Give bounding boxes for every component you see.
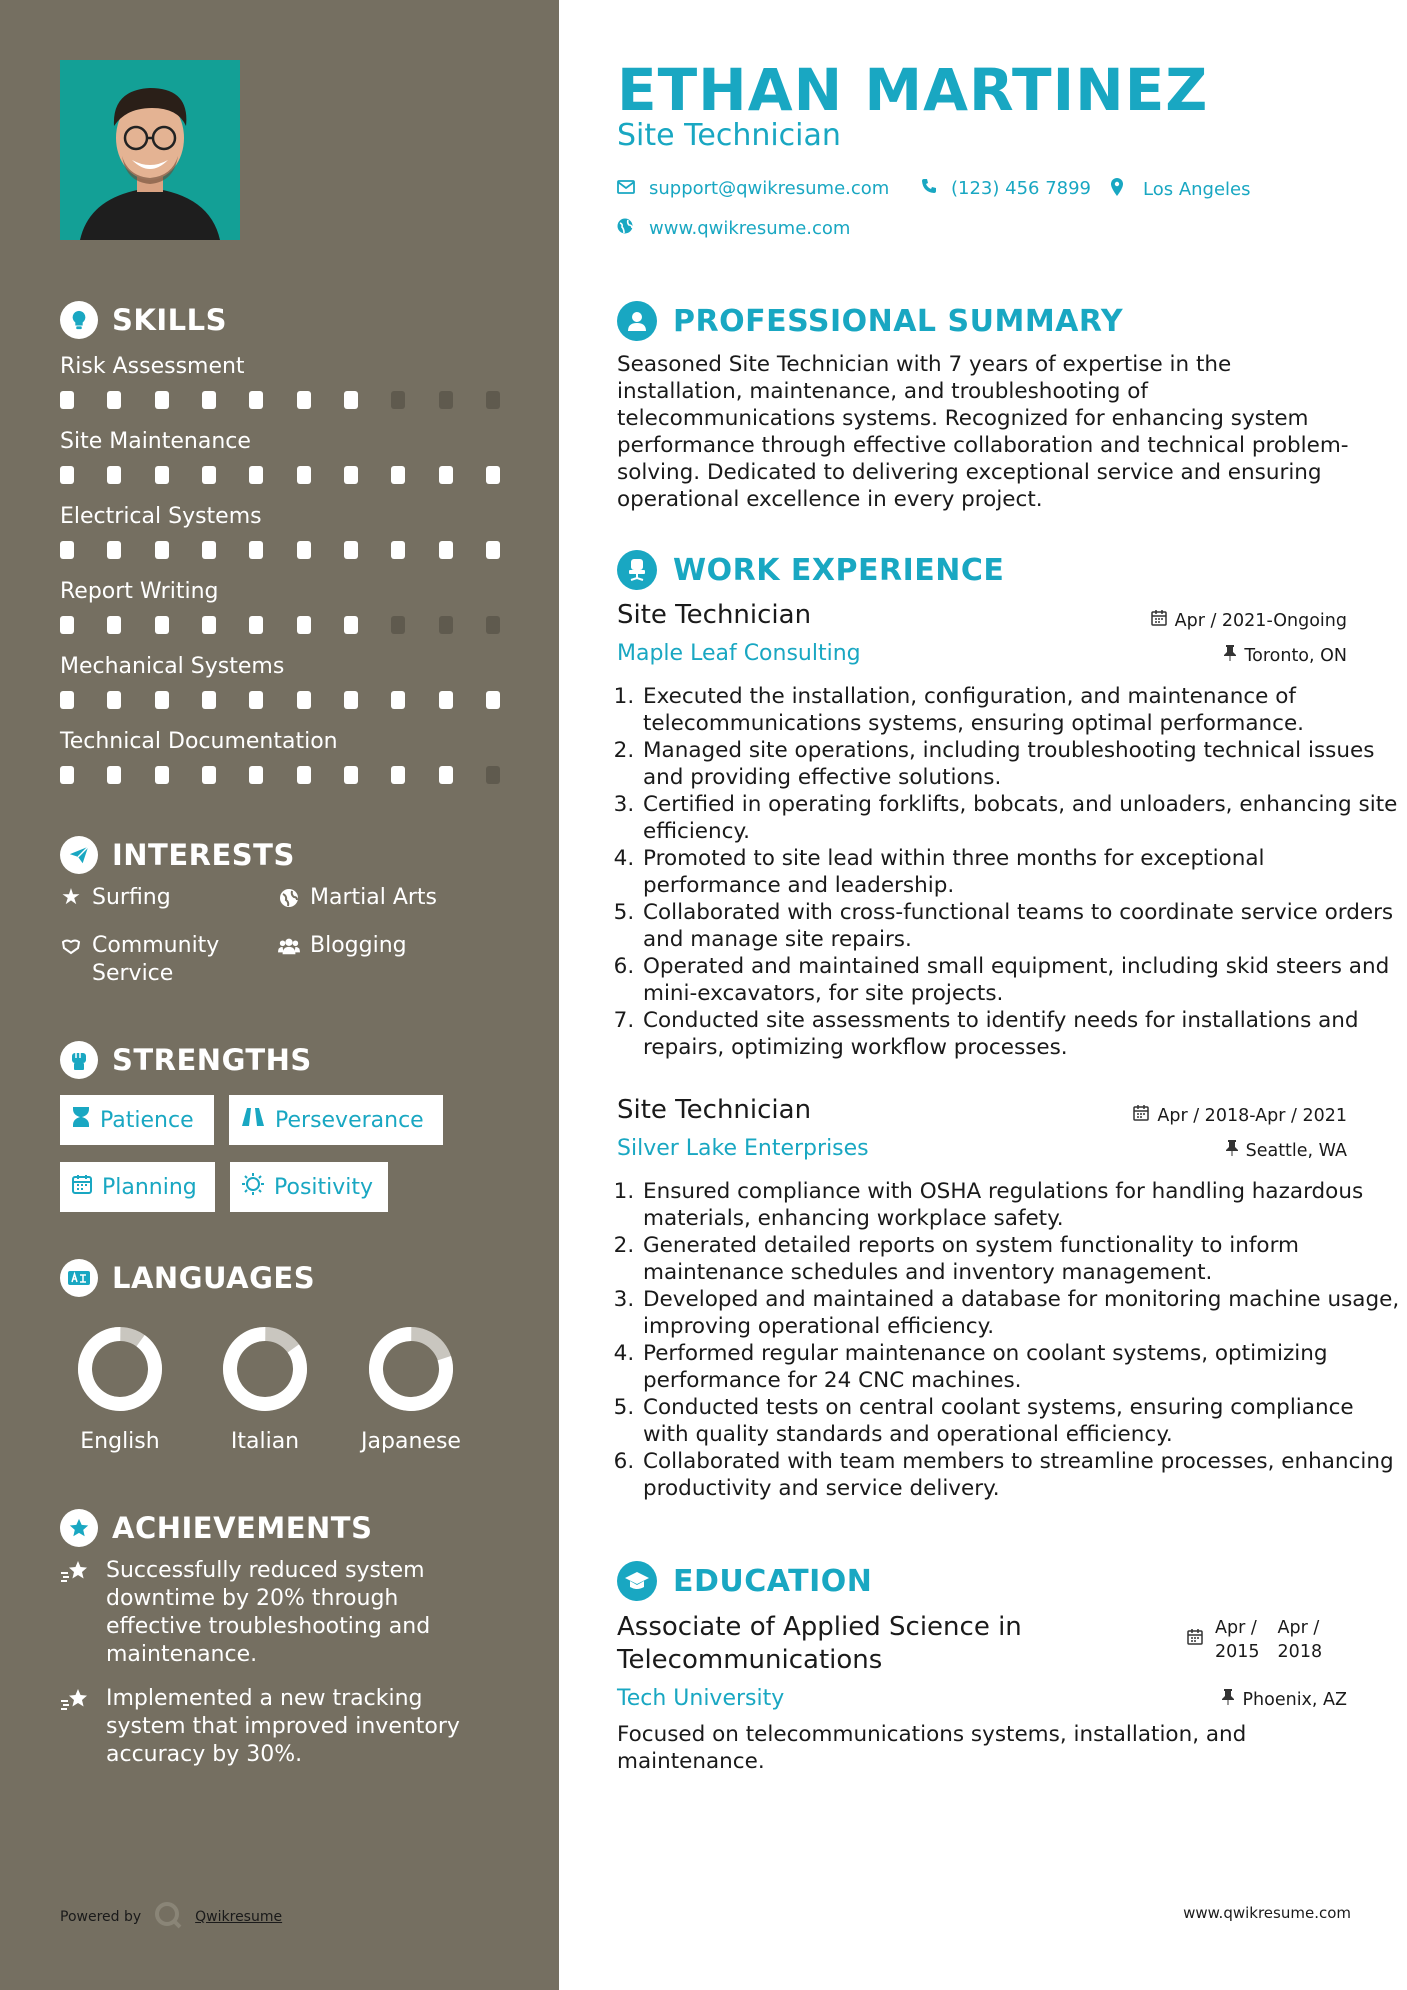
job-location-text: Toronto, ON (1244, 645, 1347, 666)
users-icon (278, 932, 300, 960)
skill-dot (60, 616, 74, 634)
profile-photo (60, 60, 240, 240)
skill-name: Site Maintenance (60, 429, 251, 454)
job-title: Site Technician (617, 1095, 812, 1125)
skill-dot (391, 541, 405, 559)
interest-item (278, 932, 407, 960)
phone-text: (123) 456 7899 (951, 178, 1092, 199)
summary-title: PROFESSIONAL SUMMARY (673, 303, 1124, 339)
skill-dot (344, 391, 358, 409)
education-title: EDUCATION (673, 1563, 873, 1599)
skill-dot (391, 466, 405, 484)
skill-dot (486, 391, 500, 409)
skill-name: Report Writing (60, 579, 219, 604)
interest-label: Surfing (92, 885, 171, 910)
education-dates (1187, 1616, 1322, 1664)
language-icon (60, 1259, 98, 1297)
languages-header (60, 1258, 315, 1298)
skill-dot (439, 391, 453, 409)
powered-by-label: Powered by (60, 1909, 142, 1925)
skills-title: SKILLS (112, 303, 227, 337)
skill-rating (60, 391, 500, 409)
skill-dot (391, 616, 405, 634)
strength-chip (229, 1095, 443, 1145)
list-item: 6. Collaborated with team members to streamline processes, enhancing productivity and service delivery. (641, 1448, 1401, 1502)
language-donut-fill (71, 1320, 169, 1418)
achievements-title: ACHIEVEMENTS (112, 1511, 373, 1545)
phone-icon (921, 178, 937, 199)
skill-rating (60, 466, 500, 484)
degree-line: Telecommunications (617, 1645, 883, 1675)
skill-dot (60, 691, 74, 709)
skill-dot (249, 466, 263, 484)
language-label: Italian (230, 1429, 300, 1454)
skill-dot (249, 691, 263, 709)
office-chair-icon (617, 550, 657, 590)
contact-website[interactable] (617, 218, 850, 239)
languages-title: LANGUAGES (112, 1261, 316, 1295)
strength-chip (60, 1095, 214, 1145)
list-item: 7. Conducted site assessments to identify needs for installations and repairs, optimizing workflow processes. (641, 1007, 1401, 1061)
list-item: 3. Developed and maintained a database for monitoring machine usage, improving operational efficiency. (641, 1286, 1401, 1340)
job-location (1224, 645, 1347, 666)
calendar-icon (1187, 1616, 1203, 1664)
interest-label: Blogging (310, 933, 407, 958)
skill-dot (107, 766, 121, 784)
skill-dot (155, 766, 169, 784)
skill-dot (202, 691, 216, 709)
school-name: Tech University (617, 1686, 785, 1711)
interests-header (60, 835, 295, 875)
job-dates-text: Apr / 2021-Ongoing (1174, 610, 1347, 631)
skill-dot (439, 691, 453, 709)
experience-header (617, 549, 1004, 591)
degree-line: Associate of Applied Science in (617, 1612, 1022, 1642)
list-item: 6. Operated and maintained small equipment, including skid steers and mini-excavators, for site projects. (641, 953, 1401, 1007)
main-content (559, 0, 1407, 1990)
job-company: Silver Lake Enterprises (617, 1136, 869, 1161)
skill-dot (202, 391, 216, 409)
skill-dot (391, 766, 405, 784)
fist-icon (60, 1041, 98, 1079)
skill-dot (344, 541, 358, 559)
skill-dot (60, 466, 74, 484)
contact-location (1111, 178, 1251, 201)
achievement-item (60, 1685, 500, 1769)
skill-dot (107, 391, 121, 409)
education-header (617, 1560, 872, 1602)
list-item: 1. Ensured compliance with OSHA regulations for handling hazardous materials, enhancing workplace safety. (641, 1178, 1401, 1232)
job-title: Site Technician (617, 600, 812, 630)
achievement-text: Successfully reduced system downtime by 20% through effective troubleshooting and maintenance. (106, 1558, 431, 1667)
language-label: Japanese (361, 1429, 461, 1454)
calendar-icon (1133, 1105, 1149, 1126)
skill-dot (297, 691, 311, 709)
skill-dot (155, 691, 169, 709)
job-location-text: Seattle, WA (1245, 1140, 1347, 1161)
pushpin-icon (1222, 1689, 1234, 1710)
experience-title: WORK EXPERIENCE (673, 552, 1005, 588)
language-label: English (80, 1429, 160, 1454)
skill-dot (202, 616, 216, 634)
sun-icon (242, 1173, 264, 1201)
language-donut (361, 1319, 461, 1419)
edu-start (1215, 1616, 1260, 1664)
education-description: Focused on telecommunications systems, installation, and maintenance. (617, 1722, 1247, 1774)
job-bullets (617, 683, 1401, 1061)
job-dates (1133, 1105, 1347, 1126)
achievements-header (60, 1508, 372, 1548)
education-location-text: Phoenix, AZ (1242, 1689, 1347, 1710)
award-star-icon (60, 1509, 98, 1547)
skill-dot (107, 691, 121, 709)
language-donut-fill (216, 1320, 314, 1418)
skill-rating (60, 766, 500, 784)
edu-start-month: Apr / (1215, 1618, 1257, 1638)
skill-dot (249, 616, 263, 634)
skill-dot (344, 766, 358, 784)
list-item: 4. Performed regular maintenance on coolant systems, optimizing performance for 24 CNC machines. (641, 1340, 1401, 1394)
map-pin-icon (1111, 178, 1123, 201)
skill-dot (486, 466, 500, 484)
location-text: Los Angeles (1143, 179, 1251, 200)
summary-text: Seasoned Site Technician with 7 years of expertise in the installation, maintenance, and troubleshooting of telecommunications systems. Recognized for enhancing system performance through effective collaboration and technical problem-solving. Dedicated to delivering exceptional service and ensuring operational excellence in every project. (617, 352, 1349, 512)
avatar (60, 60, 240, 240)
skill-dot (107, 466, 121, 484)
skill-dot (297, 391, 311, 409)
star-icon: ★ (61, 885, 81, 910)
skill-dot (60, 766, 74, 784)
skill-dot (107, 541, 121, 559)
pushpin-icon (1226, 1140, 1238, 1161)
shooting-star-icon (60, 1685, 92, 1769)
strength-label: Perseverance (275, 1107, 424, 1133)
list-item: 1. Executed the installation, configuration, and maintenance of telecommunications systems, ensuring optimal performance. (641, 683, 1401, 737)
job-company: Maple Leaf Consulting (617, 641, 861, 666)
list-item: 2. Generated detailed reports on system functionality to inform maintenance schedules and inventory management. (641, 1232, 1401, 1286)
job-dates-text: Apr / 2018-Apr / 2021 (1157, 1105, 1347, 1126)
skill-dot (439, 616, 453, 634)
edu-end-month: Apr / (1277, 1618, 1320, 1638)
interest-label: Community Service (92, 933, 220, 986)
sidebar (0, 0, 559, 1990)
skill-dot (391, 691, 405, 709)
website-text: www.qwikresume.com (649, 218, 851, 239)
job-bullets (617, 1178, 1401, 1502)
language-donut (215, 1319, 315, 1419)
skill-dot (439, 466, 453, 484)
list-item: 3. Certified in operating forklifts, bobcats, and unloaders, enhancing site efficiency. (641, 791, 1401, 845)
skill-rating (60, 541, 500, 559)
interest-item (60, 932, 260, 988)
person-title: Site Technician (617, 118, 841, 153)
achievement-item (60, 1557, 500, 1669)
footer-website[interactable]: www.qwikresume.com (1183, 1904, 1351, 1922)
edu-end-year: 2018 (1277, 1642, 1323, 1662)
qwikresume-logo-icon (153, 1900, 183, 1934)
email-text: support@qwikresume.com (649, 178, 890, 199)
skill-dot (344, 691, 358, 709)
interests-title: INTERESTS (112, 838, 295, 872)
strength-label: Patience (100, 1107, 194, 1133)
contact-phone[interactable] (921, 178, 1091, 199)
education-location (1222, 1689, 1347, 1710)
strengths-header (60, 1040, 312, 1080)
skill-dot (439, 541, 453, 559)
skill-dot (60, 541, 74, 559)
envelope-icon (617, 178, 635, 199)
calendar-icon (72, 1174, 92, 1200)
pushpin-icon (1224, 645, 1236, 666)
globe-icon (617, 218, 633, 239)
edu-start-year: 2015 (1215, 1642, 1260, 1662)
skill-dot (202, 541, 216, 559)
skill-dot (486, 691, 500, 709)
edu-end (1272, 1616, 1323, 1664)
interest-item (60, 884, 171, 912)
skill-dot (107, 616, 121, 634)
calendar-icon (1151, 610, 1167, 631)
skill-name: Technical Documentation (60, 729, 338, 754)
skill-dot (486, 541, 500, 559)
skill-dot (297, 541, 311, 559)
skill-name: Electrical Systems (60, 504, 262, 529)
strengths-title: STRENGTHS (112, 1043, 312, 1077)
person-name: ETHAN MARTINEZ (617, 56, 1209, 124)
globe-icon (278, 884, 300, 912)
skill-rating (60, 616, 500, 634)
skill-dot (344, 466, 358, 484)
skill-dot (297, 616, 311, 634)
skill-rating (60, 691, 500, 709)
strength-label: Positivity (274, 1174, 374, 1200)
degree (617, 1611, 1022, 1677)
strength-label: Planning (102, 1174, 197, 1200)
list-item: 4. Promoted to site lead within three months for exceptional performance and leadership. (641, 845, 1401, 899)
skill-dot (202, 466, 216, 484)
language-donut (70, 1319, 170, 1419)
skill-dot (155, 616, 169, 634)
list-item: 5. Conducted tests on central coolant systems, ensuring compliance with quality standards and operational efficiency. (641, 1394, 1401, 1448)
job-dates (1151, 610, 1347, 631)
skill-dot (155, 391, 169, 409)
paper-plane-icon (60, 836, 98, 874)
achievement-text: Implemented a new tracking system that improved inventory accuracy by 30%. (106, 1686, 460, 1767)
handshake-icon (60, 932, 82, 960)
hourglass-icon (72, 1106, 90, 1134)
shooting-star-icon (60, 1557, 92, 1669)
skill-dot (344, 616, 358, 634)
skill-dot (60, 391, 74, 409)
strength-chip (230, 1162, 388, 1212)
skill-dot (155, 541, 169, 559)
footer-powered-by (60, 1900, 282, 1934)
skill-dot (249, 391, 263, 409)
skill-dot (486, 616, 500, 634)
interest-label: Martial Arts (310, 885, 438, 910)
skill-name: Mechanical Systems (60, 654, 285, 679)
skill-name: Risk Assessment (60, 354, 245, 379)
skill-dot (297, 766, 311, 784)
skill-dot (202, 766, 216, 784)
skill-dot (486, 766, 500, 784)
skill-dot (391, 391, 405, 409)
skill-dot (249, 541, 263, 559)
skill-dot (297, 466, 311, 484)
language-donut-fill (367, 1325, 455, 1413)
graduation-cap-icon (617, 1561, 657, 1601)
lightbulb-icon (60, 301, 98, 339)
strength-chip (60, 1162, 215, 1212)
contact-email[interactable] (617, 178, 889, 199)
skills-header (60, 300, 227, 340)
summary-header (617, 300, 1123, 342)
interest-item (278, 884, 437, 912)
skill-dot (155, 466, 169, 484)
job-location (1226, 1140, 1347, 1161)
road-icon (241, 1107, 265, 1133)
list-item: 5. Collaborated with cross-functional teams to coordinate service orders and manage site repairs. (641, 899, 1401, 953)
qwikresume-link[interactable]: Qwikresume (195, 1909, 283, 1925)
user-icon (617, 301, 657, 341)
skill-dot (439, 766, 453, 784)
skill-dot (249, 766, 263, 784)
list-item: 2. Managed site operations, including troubleshooting technical issues and providing effective solutions. (641, 737, 1401, 791)
